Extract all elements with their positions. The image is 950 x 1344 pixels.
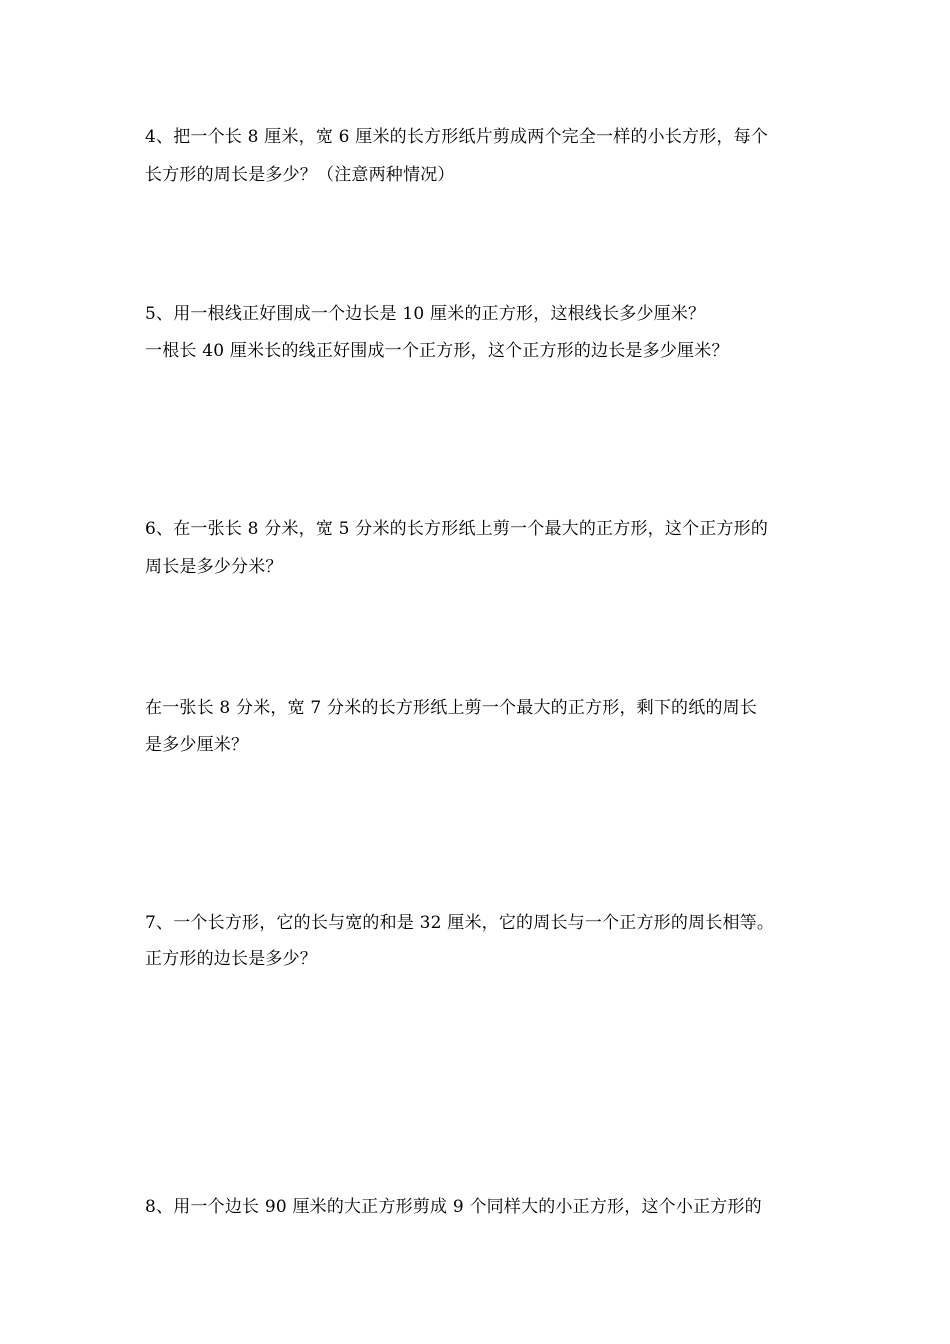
problem-8-line-1: 8、用一个边长 90 厘米的大正方形剪成 9 个同样大的小正方形，这个小正方形的 — [145, 1197, 762, 1217]
problem-6b-line-1: 在一张长 8 分米，宽 7 分米的长方形纸上剪一个最大的正方形，剩下的纸的周长 — [145, 698, 758, 718]
problem-7-line-1: 7、一个长方形，它的长与宽的和是 32 厘米，它的周长与一个正方形的周长相等。 — [145, 913, 775, 933]
problem-4-line-2: 长方形的周长是多少？（注意两种情况） — [145, 165, 455, 185]
problem-5-line-1: 5、用一根线正好围成一个边长是 10 厘米的正方形，这根线长多少厘米？ — [145, 304, 706, 324]
problem-6-line-2: 周长是多少分米？ — [145, 557, 283, 577]
problem-6b-line-2: 是多少厘米？ — [145, 735, 249, 755]
problem-7-line-2: 正方形的边长是多少？ — [145, 949, 317, 969]
problem-4-line-1: 4、把一个长 8 厘米，宽 6 厘米的长方形纸片剪成两个完全一样的小长方形，每个 — [145, 127, 769, 147]
problem-6-line-1: 6、在一张长 8 分米，宽 5 分米的长方形纸上剪一个最大的正方形，这个正方形的 — [145, 519, 769, 539]
problem-5-line-2: 一根长 40 厘米长的线正好围成一个正方形，这个正方形的边长是多少厘米？ — [145, 341, 729, 361]
